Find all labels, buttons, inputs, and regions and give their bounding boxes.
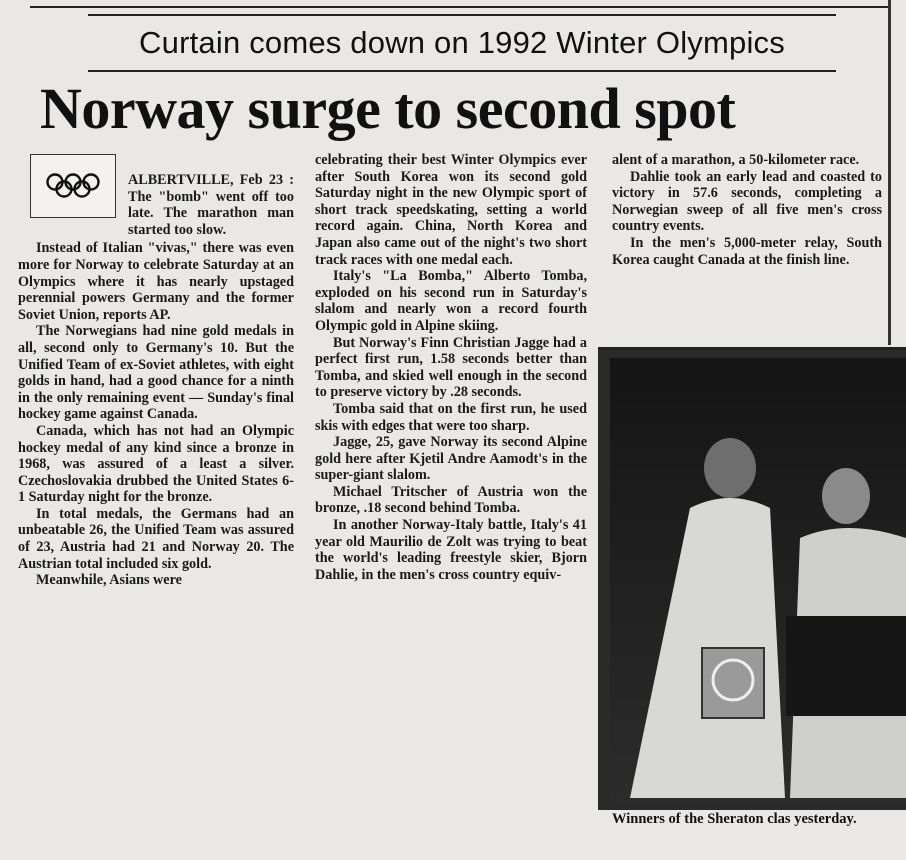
paragraph: But Norway's Finn Christian Jagge had a perfect first run, 1.58 seconds better than Tomba, and skied well enough in the second to preserve victory by .28 seconds. [315,334,587,401]
column-3-body [612,152,882,268]
photo-image [610,358,906,806]
olympic-rings-icon [43,171,103,201]
column-2 [315,152,587,583]
kicker-box [88,14,836,72]
paragraph: In another Norway-Italy battle, Italy's 41 year old Maurilio de Zolt was trying to beat the world's leading freestyle skier, Bjorn Dahlie, in the men's cross country equiv- [315,517,587,583]
column-2-body [315,152,587,583]
news-photo [598,347,906,810]
dateline: ALBERTVILLE, Feb 23 : The "bomb" went off too late. The marathon man started too slow. [128,172,294,238]
column-1-body [18,240,294,588]
top-rule [30,6,888,8]
paragraph: Canada, which has not had an Olympic hockey medal of any kind since a bronze in 1968, was assured of a least a silver. Czechoslovakia drubbed the United States 6-1 Saturday night for the bronze. [18,422,294,506]
paragraph: In the men's 5,000-meter relay, South Korea caught Canada at the finish line. [612,234,882,268]
photo-illustration [610,358,906,806]
paragraph: Tomba said that on the first run, he used skis with edges that were too sharp. [315,400,587,434]
paragraph: alent of a marathon, a 50-kilometer race. [612,152,860,168]
paragraph: In total medals, the Germans had an unbeatable 26, the Unified Team was assured of 23, Austria had 21 and Norway 20. The Austrian total included six gold. [18,505,294,572]
kicker: Curtain comes down on 1992 Winter Olympics [139,25,785,60]
paragraph: Instead of Italian "vivas," there was even more for Norway to celebrate Saturday at an Olympics where it has nearly upstaged perennial powers Germany and the former Soviet Union, reports AP. [18,240,294,323]
photo-caption: Winners of the Sheraton clas yesterday. [612,811,857,827]
column-rule [888,0,891,345]
column-3 [612,152,882,268]
paragraph: Dahlie took an early lead and coasted to victory in 57.6 seconds, completing a Norwegian sweep of all five men's cross country events. [612,168,882,235]
paragraph: Italy's "La Bomba," Alberto Tomba, exploded on his second run in Saturday's slalom and nearly won a record fourth Olympic gold in Alpine skiing. [315,268,587,334]
paragraph: Michael Tritscher of Austria won the bronze, .18 second behind Tomba. [315,483,587,517]
olympic-rings-logo [30,154,116,218]
headline: Norway surge to second spot [40,76,736,141]
paragraph: Meanwhile, Asians were [36,572,182,589]
paragraph: The Norwegians had nine gold medals in all, second only to Germany's 10. But the Unified Team of ex-Soviet athletes, with eight golds in hand, had a good chance for a ninth in the only remaining event — Sunday's final hockey game against Canada. [18,323,294,423]
paragraph: celebrating their best Winter Olympics ever after South Korea won its second gold Saturday night in the new Olympic sport of short track speedskating, setting a world record again. China, North Korea and Japan also came out of the night's two short track races with one medal each. [315,152,587,268]
column-1 [18,172,294,589]
paragraph: Jagge, 25, gave Norway its second Alpine gold here after Kjetil Andre Aamodt's in the super-giant slalom. [315,434,587,484]
